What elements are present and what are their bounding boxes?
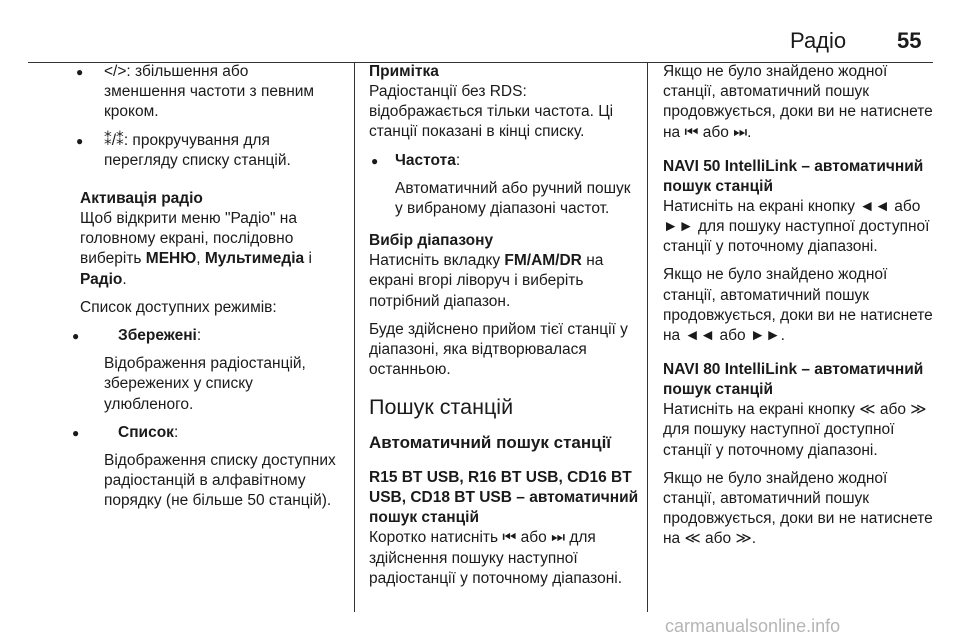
section-heading: NAVI 80 IntelliLink – автоматичний пошук станцій xyxy=(663,361,924,399)
paragraph: Якщо не було знайдено жодної станції, автоматичний пошук продовжується, доки ви не натиснете на ≪ або ≫. xyxy=(663,469,933,548)
list-item: ● </>: збільшення або зменшення частоти з певним кроком. xyxy=(74,62,332,123)
page-title: Радіо xyxy=(790,28,847,53)
list-item: ● Список: xyxy=(70,423,328,443)
column-divider-2 xyxy=(647,62,648,612)
prev-icon: ⏮ xyxy=(684,123,699,141)
section-heading: NAVI 50 IntelliLink – автоматичний пошук станцій xyxy=(663,157,924,195)
column-1 xyxy=(80,62,338,520)
paragraph: Список доступних режимів: xyxy=(80,298,277,316)
rewind-icon: ◄◄ xyxy=(684,327,716,345)
next-icon: ⏭ xyxy=(551,529,566,547)
list-item-description: Відображення радіостанцій, збережених у списку улюбленого. xyxy=(104,355,306,413)
prev-icon: ⏮ xyxy=(502,529,517,547)
list-item: ● ⁑/⁑: прокручування для перегляду списку станцій. xyxy=(74,131,332,171)
section-heading: Вибір діапазону xyxy=(369,232,494,250)
paragraph: Щоб відкрити меню "Радіо" на головному екрані, послідовно виберіть МЕНЮ, Мультимедіа і Радіо. xyxy=(80,210,312,288)
watermark: carmanualsonline.info xyxy=(665,616,841,636)
right-icon: ≫ xyxy=(735,530,752,548)
paragraph: Натисніть на екрані кнопку ◄◄ або ►► для пошуку наступної доступної станції у поточному діапазоні. xyxy=(663,197,930,256)
paragraph: Буде здійснено прийом тієї станції у діапазоні, яка відтворювалася останньою. xyxy=(369,320,628,379)
list-item-description: Відображення списку доступних радіостанцій в алфавітному порядку (не більше 50 станцій). xyxy=(104,452,336,510)
note-heading: Примітка xyxy=(369,63,439,80)
subsection-title: Автоматичний пошук станції xyxy=(369,433,612,453)
note-text: Радіостанції без RDS: відображається тільки частота. Ці станції показані в кінці списку. xyxy=(369,83,614,141)
scroll-icon: ⁑/⁑ xyxy=(104,131,124,149)
list-item-description: Автоматичний або ручний пошук у вибраному діапазоні частот. xyxy=(395,179,631,218)
fast-forward-icon: ►► xyxy=(663,218,694,236)
next-icon: ⏭ xyxy=(733,123,748,141)
left-icon: ≪ xyxy=(684,530,701,548)
column-3 xyxy=(663,62,935,558)
left-icon: ≪ xyxy=(859,401,876,419)
column-divider-1 xyxy=(354,62,355,612)
paragraph: Якщо не було знайдено жодної станції, автоматичний пошук продовжується, доки ви не натиснете на ⏮ або ⏭. xyxy=(663,63,933,141)
paragraph: Якщо не було знайдено жодної станції, автоматичний пошук продовжується, доки ви не натиснете на ◄◄ або ►►. xyxy=(663,266,933,345)
page-number: 55 xyxy=(897,28,922,53)
section-heading: Активація радіо xyxy=(80,190,203,208)
fast-forward-icon: ►► xyxy=(749,327,781,345)
list-item: ● Збережені: xyxy=(70,326,328,346)
right-icon: ≫ xyxy=(910,401,927,419)
page-header xyxy=(0,22,960,62)
models-heading: R15 BT USB, R16 BT USB, CD16 BT USB, CD18 BT USB – автоматичний пошук станцій xyxy=(369,469,639,527)
paragraph: Коротко натисніть ⏮ або ⏭ для здійснення пошуку наступної радіостанції у поточному діапазоні. xyxy=(369,529,623,587)
paragraph: Натисніть вкладку FM/AM/DR на екрані вгорі ліворуч і виберіть потрібний діапазон. xyxy=(369,252,604,310)
column-2 xyxy=(369,62,641,597)
list-item: ● Частота: xyxy=(369,151,641,171)
rewind-icon: ◄◄ xyxy=(859,197,890,215)
arrows-icon: </> xyxy=(104,63,127,80)
section-title: Пошук станцій xyxy=(369,395,514,420)
paragraph: Натисніть на екрані кнопку ≪ або ≫ для пошуку наступної доступної станції у поточному діапазоні. xyxy=(663,401,927,459)
